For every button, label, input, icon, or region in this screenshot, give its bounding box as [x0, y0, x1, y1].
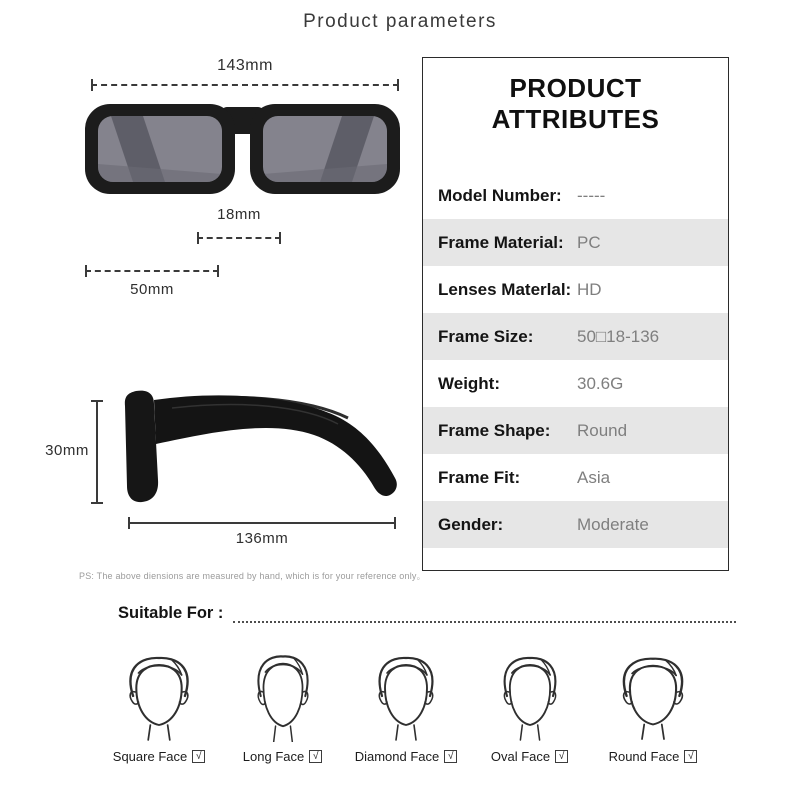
check-mark: √	[195, 750, 202, 762]
checked-checkbox[interactable]	[192, 750, 205, 763]
attribute-value: HD	[577, 279, 602, 299]
face-shapes-row	[100, 650, 712, 764]
square-face-sketch	[120, 650, 198, 742]
oval-face-sketch	[491, 650, 569, 742]
attribute-value: Moderate	[577, 514, 649, 534]
front-total-width-label: 143mm	[217, 57, 273, 74]
face-label: Round Face	[608, 749, 680, 764]
front-bridge-measure-line	[197, 237, 281, 239]
attribute-value: Asia	[577, 467, 611, 487]
attributes-table-title: PRODUCT ATTRIBUTES	[491, 73, 660, 134]
table-row	[423, 407, 728, 454]
long-face-sketch	[244, 650, 322, 742]
front-lens-width-label: 50mm	[130, 281, 174, 298]
attribute-label: Frame Shape:	[438, 420, 551, 440]
measurement-disclaimer-note: PS: The above diensions are measured by hand, which is for your reference only。	[79, 571, 426, 581]
checked-checkbox[interactable]	[555, 750, 568, 763]
check-mark: √	[558, 750, 565, 762]
suitable-for-section	[118, 604, 736, 623]
check-mark: √	[312, 750, 319, 762]
attribute-label: Gender:	[438, 514, 504, 534]
checked-checkbox[interactable]	[444, 750, 457, 763]
table-row	[423, 219, 728, 266]
attribute-value: 30.6G	[577, 373, 624, 393]
table-row	[423, 360, 728, 407]
face-label: Oval Face	[490, 749, 551, 764]
attribute-label: Lenses Materlal:	[438, 279, 572, 299]
attribute-value: 50□18-136	[577, 326, 660, 346]
checked-checkbox[interactable]	[309, 750, 322, 763]
side-height-label: 30mm	[45, 442, 89, 459]
table-row	[423, 313, 728, 360]
table-row	[423, 501, 728, 548]
face-item-round	[594, 650, 712, 764]
front-total-width-measure-line	[91, 84, 399, 86]
check-mark: √	[448, 750, 454, 762]
face-label: Diamond Face	[354, 749, 440, 764]
dotted-divider	[233, 609, 736, 623]
round-face-sketch	[614, 650, 692, 742]
side-temple-measure-line	[128, 522, 396, 524]
sunglasses-front-image	[85, 104, 400, 196]
attribute-value: -----	[577, 185, 606, 205]
attributes-rows	[423, 172, 728, 548]
attribute-label: Model Number:	[438, 185, 562, 205]
face-label: Square Face	[112, 749, 188, 764]
diamond-face-sketch	[367, 650, 445, 742]
table-row	[423, 454, 728, 501]
face-item-oval	[471, 650, 589, 764]
attribute-label: Frame Fit:	[438, 467, 521, 487]
face-item-long	[224, 650, 342, 764]
sunglasses-side-image	[112, 388, 400, 515]
face-item-diamond	[347, 650, 465, 764]
front-lens-measure-line	[85, 270, 219, 272]
attribute-value: PC	[577, 232, 601, 252]
attribute-label: Weight:	[438, 373, 501, 393]
face-item-square	[100, 650, 218, 764]
attribute-label: Frame Material:	[438, 232, 564, 252]
table-row	[423, 172, 728, 219]
checked-checkbox[interactable]	[684, 750, 697, 763]
side-temple-length-label: 136mm	[235, 530, 289, 547]
attribute-label: Frame Size:	[438, 326, 534, 346]
product-attributes-table	[422, 57, 729, 571]
table-row	[423, 266, 728, 313]
attribute-value: Round	[577, 420, 628, 440]
face-label: Long Face	[242, 749, 305, 764]
page-title: Product parameters	[303, 11, 497, 32]
side-height-measure-line	[96, 400, 98, 504]
check-mark: √	[688, 750, 694, 762]
suitable-for-label: Suitable For :	[118, 604, 224, 622]
front-bridge-label: 18mm	[217, 206, 261, 223]
